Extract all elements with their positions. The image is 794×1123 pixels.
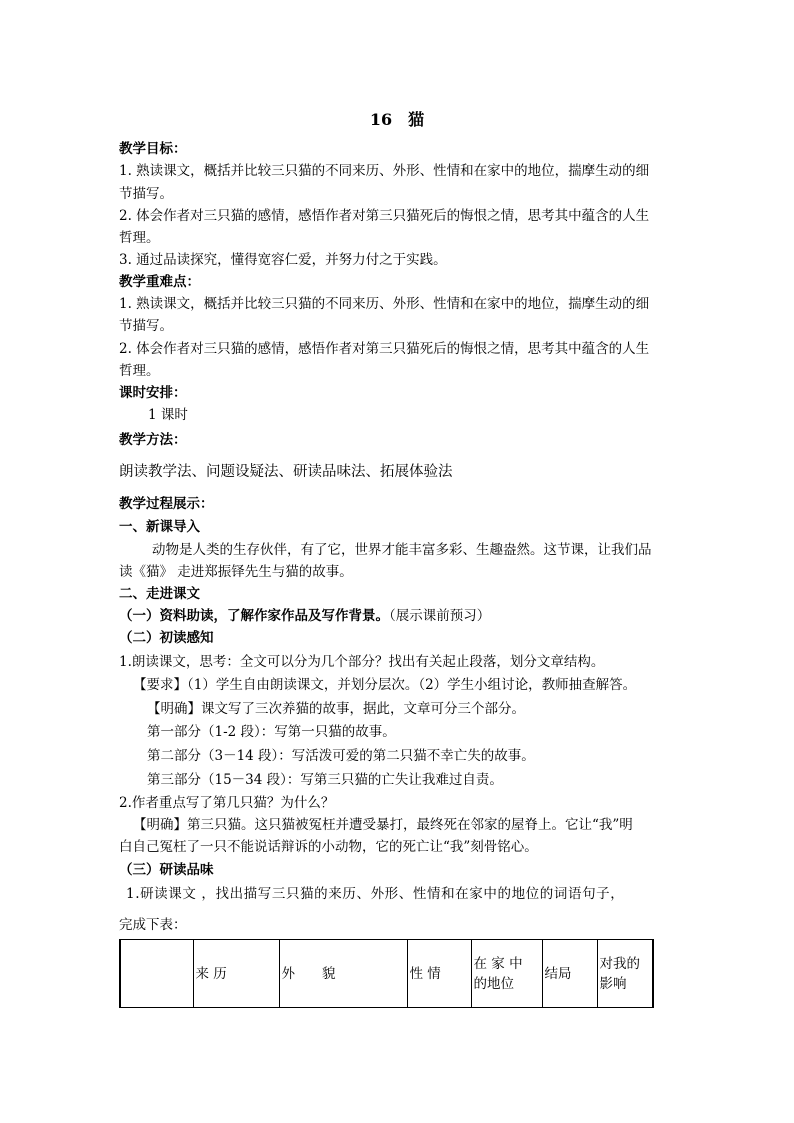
answer-2-cont: 白自己冤枉了一只不能说话辩诉的小动物，它的死亡让“我”刻骨铭心。 (119, 839, 538, 855)
schedule-value: 1 课时 (148, 407, 188, 423)
table-header-cell: 在 家 中 的地位 (471, 940, 542, 1008)
subsection-1 (119, 606, 490, 626)
section-1-heading: 一、新课导入 (119, 519, 200, 535)
heading-methods: 教学方法： (119, 432, 187, 448)
intro-paragraph: 动物是人类的生存伙伴，有了它，世界才能丰富多彩、生趣盎然。这节课，让我们品 (152, 542, 652, 558)
title-number: 16 (369, 110, 393, 129)
page-title (0, 107, 794, 130)
heading-key-points: 教学重难点： (119, 274, 200, 290)
table-header-cell: 性 情 (407, 940, 471, 1008)
methods-text: 朗读教学法、问题设疑法、研读品味法、拓展体验法 (119, 464, 453, 480)
requirement-text: 【要求】（1）学生自由朗读课文，并划分层次。（2）学生小组讨论，教师抽查解答。 (133, 677, 637, 693)
answer-1-intro: 【明确】课文写了三次养猫的故事，据此，文章可分三个部分。 (147, 701, 525, 717)
section-2-heading: 二、走进课文 (119, 586, 200, 602)
table-header-cell: 来 历 (193, 940, 279, 1008)
subsection-3-heading: （三）研读品味 (119, 862, 214, 878)
answer-1-part-3: 第三部分（15－34 段）：写第三只猫的亡失让我难过自责。 (147, 772, 503, 788)
objective-2: 2. 体会作者对三只猫的感情，感悟作者对第三只猫死后的悔恨之情，思考其中蕴含的人生 (119, 208, 650, 224)
answer-2: 【明确】第三只猫。这只猫被冤枉并遭受暴打，最终死在邻家的屋脊上。它让“我”明 (133, 817, 633, 833)
table-header-cell (120, 940, 193, 1008)
table-header-cell: 对我的影响 (597, 940, 653, 1008)
objective-2-cont: 哲理。 (119, 230, 160, 246)
objective-1: 1. 熟读课文，概括并比较三只猫的不同来历、外形、性情和在家中的地位，揣摩生动的细 (119, 163, 650, 179)
key-point-1-cont: 节描写。 (119, 318, 173, 334)
task-1: 1.研读课文 ，找出描写三只猫的来历、外形、性情和在家中的地位的词语句子， (126, 886, 625, 902)
question-1: 1.朗读课文，思考：全文可以分为几个部分？找出有关起止段落，划分文章结构。 (119, 654, 605, 670)
answer-1-part-2: 第二部分（3－14 段）：写活泼可爱的第二只猫不幸亡失的故事。 (147, 748, 535, 764)
table-header-cell: 外 貌 (279, 940, 407, 1008)
answer-1-part-1: 第一部分（1-2 段）：写第一只猫的故事。 (147, 724, 396, 740)
task-1-cont: 完成下表： (119, 917, 187, 933)
subsection-2-heading: （二）初读感知 (119, 630, 214, 646)
table-header-cell: 结局 (542, 940, 597, 1008)
heading-process: 教学过程展示： (119, 496, 214, 512)
objective-1-cont: 节描写。 (119, 186, 173, 202)
table-header-row (120, 940, 653, 1008)
question-2: 2.作者重点写了第几只猫？为什么？ (119, 795, 335, 811)
key-point-2: 2. 体会作者对三只猫的感情，感悟作者对第三只猫死后的悔恨之情，思考其中蕴含的人生 (119, 341, 650, 357)
key-point-2-cont: 哲理。 (119, 363, 160, 379)
title-text: 猫 (408, 110, 425, 129)
subsection-1-note: （展示课前预习） (389, 608, 491, 624)
intro-paragraph-cont: 读《猫》 走进郑振铎先生与猫的故事。 (119, 564, 353, 580)
subsection-1-title: （一）资料助读，了解作家作品及写作背景。 (119, 608, 389, 624)
objective-3: 3. 通过品读探究，懂得宽容仁爱，并努力付之于实践。 (119, 252, 447, 268)
heading-objectives: 教学目标： (119, 141, 187, 157)
heading-schedule: 课时安排： (119, 385, 187, 401)
key-point-1: 1. 熟读课文，概括并比较三只猫的不同来历、外形、性情和在家中的地位，揣摩生动的细 (119, 296, 650, 312)
cat-comparison-table (119, 939, 654, 1008)
